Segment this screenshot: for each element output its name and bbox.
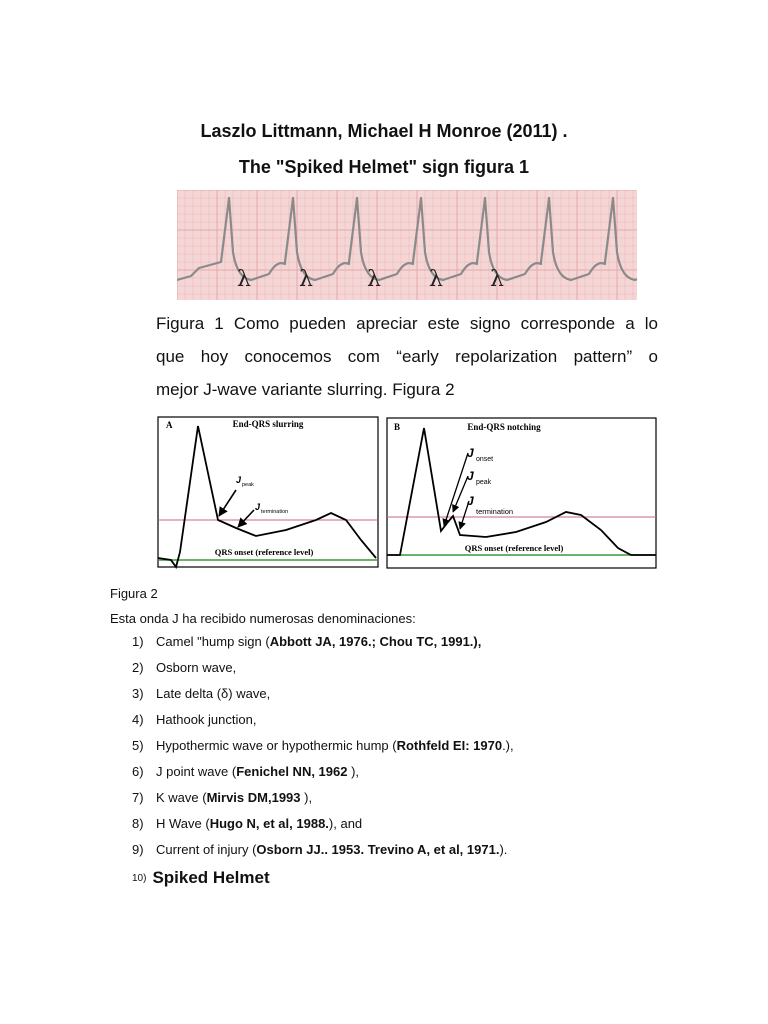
list-item-text: H Wave ( xyxy=(156,816,210,831)
list-item-text: Camel "hump sign ( xyxy=(156,634,270,649)
panel-a-end-qrs-slurring xyxy=(158,417,378,567)
panel-a-jterm-sub: termination xyxy=(261,509,289,515)
panel-b-jterm-sub: termination xyxy=(476,507,514,516)
lambda-marker: λ xyxy=(299,267,313,292)
lambda-marker: λ xyxy=(237,267,251,292)
paragraph-line: mejor J-wave variante slurring. Figura 2 xyxy=(156,380,455,399)
panel-a-letter: A xyxy=(166,420,173,430)
figure-1-description xyxy=(156,307,658,406)
panel-b-title: End-QRS notching xyxy=(467,422,541,432)
list-item-reference: Hugo N, et al, 1988. xyxy=(209,816,329,831)
list-item-text: Osborn wave, xyxy=(156,660,237,675)
list-item-text: Current of injury ( xyxy=(156,842,257,857)
list-item-text: Hypothermic wave or hypothermic hump ( xyxy=(156,738,397,753)
lambda-marker: λ xyxy=(367,267,381,292)
panel-b-jterm-j: J xyxy=(467,494,474,508)
panel-a-title: End-QRS slurring xyxy=(232,419,304,429)
list-item-number: 6) xyxy=(132,764,144,779)
panel-b-jonset-j: J xyxy=(467,446,474,460)
panel-b-baseline-label: QRS onset (reference level) xyxy=(464,543,564,553)
list-item-text: K wave ( xyxy=(156,790,207,805)
panel-a-baseline-label: QRS onset (reference level) xyxy=(214,547,314,557)
list-item-number: 3) xyxy=(132,686,144,701)
list-item-reference: Fenichel NN, 1962 xyxy=(236,764,348,779)
list-item-suffix: ), xyxy=(300,790,313,805)
citation-authors: Laszlo Littmann, Michael H Monroe (2011) . xyxy=(200,121,568,141)
list-item-text: Hathook junction, xyxy=(156,712,257,727)
figure-1-ecg-strip xyxy=(177,190,637,300)
list-item-number: 7) xyxy=(132,790,144,805)
paragraph-line: Figura 1 Como pueden apreciar este signo corresponde a lo xyxy=(156,314,658,333)
list-item-number: 10) xyxy=(132,873,147,884)
panel-b-jpeak-j: J xyxy=(467,469,474,483)
panel-a-jpeak-j: J xyxy=(236,475,242,485)
list-intro: Esta onda J ha recibido numerosas denominaciones: xyxy=(110,611,416,626)
list-item-spiked-helmet xyxy=(132,868,270,888)
panel-a-jterm-j: J xyxy=(255,502,261,512)
list-item-reference: Rothfeld EI: 1970 xyxy=(396,738,503,753)
figure-1-title: The "Spiked Helmet" sign figura 1 xyxy=(238,157,530,177)
list-item-number: 5) xyxy=(132,738,144,753)
list-item-text: Late delta (δ) wave, xyxy=(156,686,271,701)
list-item-number: 1) xyxy=(132,634,144,649)
list-item-text: J point wave ( xyxy=(156,764,237,779)
figure-2-caption: Figura 2 xyxy=(110,586,158,601)
lambda-marker: λ xyxy=(490,267,504,292)
list-item-text: Spiked Helmet xyxy=(152,868,270,887)
list-item-number: 2) xyxy=(132,660,144,675)
list-item-suffix: ). xyxy=(499,842,508,857)
list-item-number: 8) xyxy=(132,816,144,831)
lambda-marker: λ xyxy=(429,267,443,292)
list-item-reference: Mirvis DM,1993 xyxy=(206,790,301,805)
list-item-suffix: ), and xyxy=(328,816,363,831)
list-item-number: 4) xyxy=(132,712,144,727)
list-item-suffix: .), xyxy=(502,738,514,753)
list-item-number: 9) xyxy=(132,842,144,857)
list-item-reference: Abbott JA, 1976.; Chou TC, 1991.), xyxy=(269,634,482,649)
panel-b-end-qrs-notching xyxy=(387,418,656,568)
panel-a-jpeak-sub: peak xyxy=(242,482,254,488)
list-item-suffix: ), xyxy=(347,764,360,779)
panel-b-letter: B xyxy=(394,422,401,432)
figure-2-diagram xyxy=(156,412,658,572)
list-item-reference: Osborn JJ.. 1953. Trevino A, et al, 1971. xyxy=(256,842,500,857)
paragraph-line: que hoy conocemos com “early repolarization pattern” o xyxy=(156,347,658,366)
panel-b-jpeak-sub: peak xyxy=(476,479,492,486)
panel-b-jonset-sub: onset xyxy=(476,456,494,463)
